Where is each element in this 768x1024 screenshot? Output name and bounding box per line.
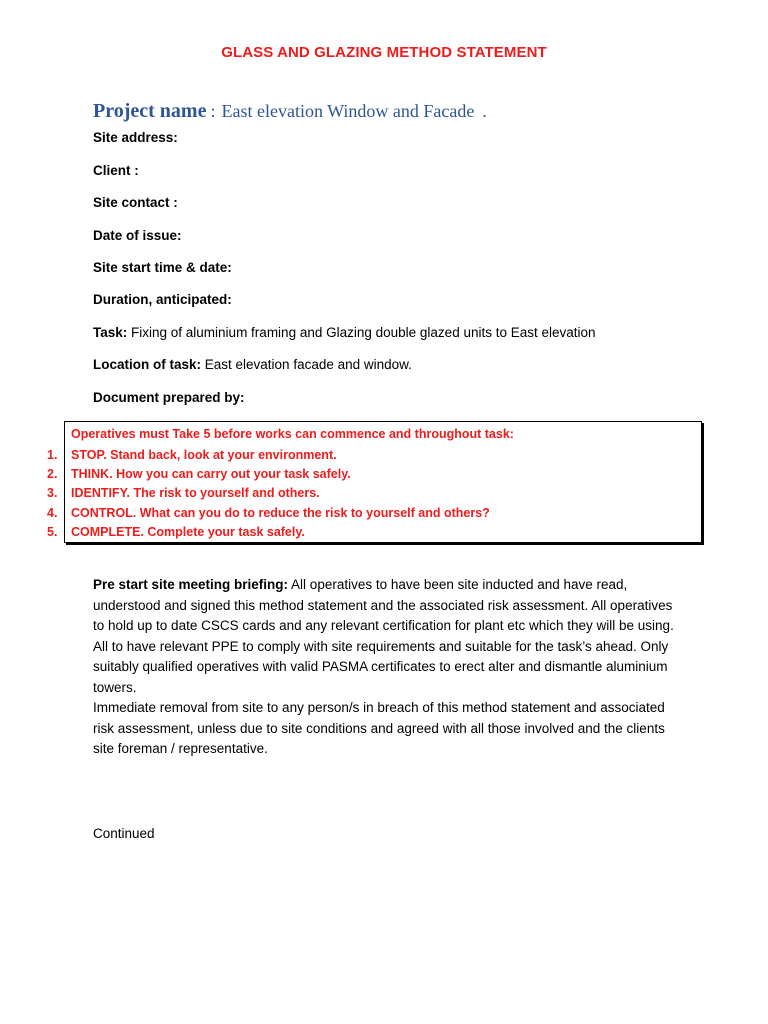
briefing-text: All operatives to have been site inducted and have read, understood and signed this method statement and the associated risk assessment. All operatives to hold up to date CSCS cards and any relevant certification for plant etc which they will be using. [93,577,674,633]
field-prepared-by [93,390,245,405]
project-name-separator: : [210,101,216,121]
field-label: Duration, anticipated: [93,292,232,307]
take5-item-text: STOP. Stand back, look at your environment. [71,448,337,462]
project-name-label: Project name [93,100,207,122]
take5-item [47,448,337,462]
take5-item-text: CONTROL. What can you do to reduce the risk to yourself and others? [71,506,490,520]
field-label: Site address: [93,130,178,145]
take5-item-text: IDENTIFY. The risk to yourself and others. [71,486,320,500]
take5-heading: Operatives must Take 5 before works can commence and throughout task: [71,427,514,441]
field-label: Site start time & date: [93,260,232,275]
field-client [93,163,139,178]
field-label: Document prepared by: [93,390,245,405]
field-label: Client : [93,163,139,178]
field-label: Location of task: [93,357,202,372]
field-location [93,357,412,372]
field-label: Task: [93,325,128,340]
field-label: Site contact : [93,195,178,210]
field-value: Fixing of aluminium framing and Glazing double glazed units to East elevation [127,325,596,340]
project-name-line [93,100,487,123]
take5-item-number: 3. [47,486,58,500]
project-name-trailing: . [482,101,487,121]
take5-item-text: COMPLETE. Complete your task safely. [71,525,305,539]
briefing-paragraph: All to have relevant PPE to comply with site requirements and suitable for the task’s ahead. Only suitably qualified operatives with valid PASMA certificates to erect alter and dismantle aluminium towers. [93,638,669,695]
field-site-address [93,130,178,145]
take5-item-number: 5. [47,525,58,539]
project-name-value: East elevation Window and Facade [221,101,475,121]
take5-item [47,506,490,520]
take5-item [47,525,305,539]
briefing-paragraph: Immediate removal from site to any person/s in breach of this method statement and associated risk assessment, unless due to site conditions and agreed with all those involved and the clients site foreman / representative. [93,700,665,756]
field-duration [93,292,232,307]
field-value: East elevation facade and window. [201,357,412,372]
take5-box [47,421,702,543]
field-site-contact [93,195,178,210]
take5-item-number: 2. [47,467,58,481]
take5-item [47,486,320,500]
take5-item-text: THINK. How you can carry out your task safely. [71,467,351,481]
field-task [93,325,596,340]
take5-item [47,467,351,481]
document-title: GLASS AND GLAZING METHOD STATEMENT [221,44,547,61]
field-site-start [93,260,232,275]
take5-item-number: 1. [47,448,58,462]
take5-item-number: 4. [47,506,58,520]
continued-note: Continued [93,826,155,841]
briefing-paragraph [93,575,683,637]
field-label: Date of issue: [93,228,182,243]
field-date-of-issue [93,228,182,243]
briefing-label: Pre start site meeting briefing: [93,577,289,592]
briefing-section [93,575,683,760]
